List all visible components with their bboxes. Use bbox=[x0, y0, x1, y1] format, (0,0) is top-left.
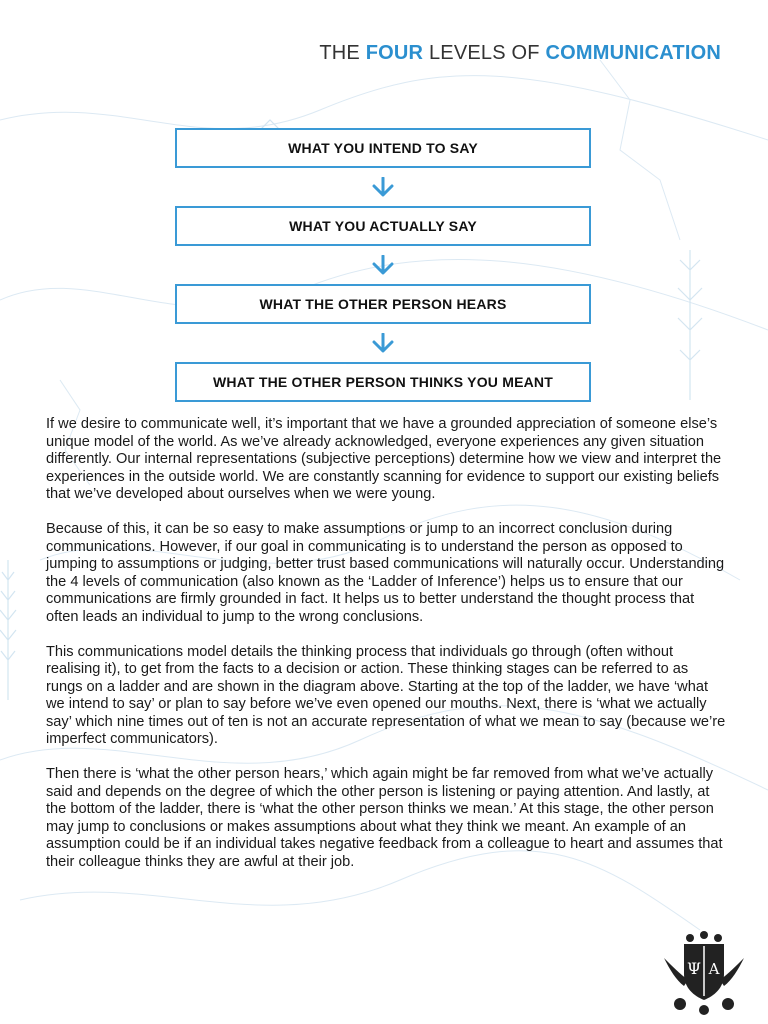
arrow-down-icon bbox=[175, 246, 591, 284]
communication-ladder-diagram bbox=[175, 128, 591, 402]
body-text bbox=[46, 416, 726, 889]
title-middle: LEVELS OF bbox=[423, 42, 546, 64]
arrow-down-icon bbox=[175, 168, 591, 206]
ladder-step-intend: WHAT YOU INTEND TO SAY bbox=[175, 128, 591, 168]
ladder-step-other-hears: WHAT THE OTHER PERSON HEARS bbox=[175, 284, 591, 324]
page-title bbox=[319, 42, 721, 65]
title-accent-communication: COMMUNICATION bbox=[545, 42, 721, 64]
ladder-step-other-thinks: WHAT THE OTHER PERSON THINKS YOU MEANT bbox=[175, 362, 591, 402]
crest-logo-icon bbox=[660, 930, 748, 1016]
paragraph-3: This communications model details the thinking process that individuals go through (often without realising it), to get from the facts to a decision or action. These thinking stages can be referred to as rungs on a ladder and are shown in the diagram above. Starting at the top of the ladder, we have ‘what we intend to say’ or plan to say before we’ve even opened our mouths. Next, there is ‘what we actually say’ which nine times out of ten is not an accurate representation of what we mean to say (because we’re imperfect communicators). bbox=[46, 643, 726, 747]
paragraph-2: Because of this, it can be so easy to make assumptions or jump to an incorrect conclusion during communications. However, if our goal in communicating is to understand the person as opposed to jumping to assumptions or judging, better trust based communications will naturally occur. Understanding the 4 levels of communication (also known as the ‘Ladder of Inference’) helps us to ensure that our communications are firmly grounded in fact. It helps us to better understand the thought process that often leads an individual to jump to the wrong conclusions. bbox=[46, 521, 725, 625]
arrow-down-icon bbox=[175, 324, 591, 362]
svg-text:Ψ: Ψ bbox=[686, 959, 702, 978]
title-accent-four: FOUR bbox=[365, 42, 424, 64]
svg-text:A: A bbox=[708, 960, 720, 978]
ladder-step-actually-say: WHAT YOU ACTUALLY SAY bbox=[175, 206, 591, 246]
paragraph-1: If we desire to communicate well, it’s important that we have a grounded appreciation of someone else’s unique model of the world. As we’ve already acknowledged, everyone experiences any given situation differently. Our internal representations (subjective perceptions) determine how we view and interpret the experiences in the outside world. We are constantly scanning for evidence to support our existing beliefs that we’ve developed about ourselves when we were young. bbox=[46, 416, 722, 502]
title-prefix: THE bbox=[319, 42, 366, 64]
paragraph-4: Then there is ‘what the other person hears,’ which again might be far removed from what we’ve actually said and depends on the degree of which the other person is listening or paying attention. And lastly, at the bottom of the ladder, there is ‘what the other person thinks we mean.’ At this stage, the other person may jump to conclusions or makes assumptions about what they think we meant. An example of an assumption could be if an individual takes negative feedback from a colleague to heart and assumes that their colleague thinks they are awful at their job. bbox=[46, 766, 723, 870]
